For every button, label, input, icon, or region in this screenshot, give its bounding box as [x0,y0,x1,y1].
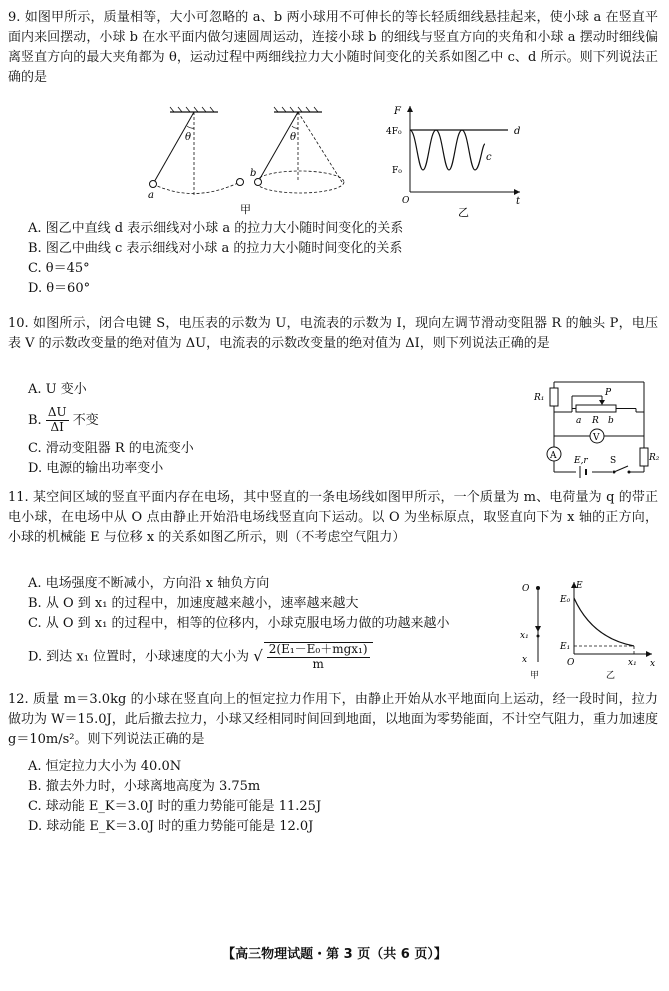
question-11-stem: 11. 某空间区域的竖直平面内存在电场，其中竖直的一条电场线如图甲所示，一个质量为 m、电荷量为 q 的带正电小球，在电场中从 O 点由静止开始沿电场线竖直向下运动。以 O 为坐标原点，取竖直向下为 x 轴的正方向，小球的机械能 E 与位移 x 的关系如图乙所示，则（不考虑空气阻力） [8,490,658,546]
q11-option-a: A. 电场强度不断减小，方向沿 x 轴负方向 [28,576,270,591]
q10-option-c: C. 滑动变阻器 R 的电流变小 [28,440,194,456]
figure-yi-caption: 乙 [458,206,469,219]
rheostat-b-label: b [608,416,614,426]
slider-P-label: P [605,388,612,398]
ammeter-A-label: A [550,451,557,461]
q11-option-d: D. 到达 x₁ 位置时，小球速度的大小为 √ $\frac{\text{2(E₁－E₀＋mgx₁)}}{m}$ [28,642,658,672]
q9-option-b: B. 图乙中曲线 c 表示细线对小球 a 的拉力大小随时间变化的关系 [28,241,403,257]
q11-option-c: C. 从 O 到 x₁ 的过程中，相等的位移内，小球克服电场力做的功越来越小 [28,616,450,632]
tick-E1-label: E₁ [560,642,571,652]
axis-x-label: x [650,659,656,669]
rheostat-R-label: R [592,416,599,426]
graph-origin-label: O [567,658,575,668]
switch-S-label: S [610,456,617,466]
question-10-circuit [532,374,658,486]
question-12-stem: 12. 质量 m＝3.0kg 的小球在竖直向上的恒定拉力作用下，由静止开始从水平地面向上运动，经一段时间，拉力做功为 W＝15.0J，此后撤去拉力，小球又经相同时间回到地面，以地面为零势能面，不计空气阻力，重力加速度 g＝10m/s²。则下列说法正确的是 [8,692,658,748]
ball-a-label: a [148,190,154,201]
question-12-options [8,757,658,838]
question-9-stem: 9. 如图甲所示，质量相等，大小可忽略的 a、b 两小球用不可伸长的等长轻质细线悬挂起来，使小球 a 在竖直平面内来回摆动，小球 b 在水平面内做匀速圆周运动，连接小球 b 的细线与竖直方向的夹角和小球 a 摆动时细线偏离竖直方向的最大夹角都为 θ，运动过程中两细线拉力大小随时间变化的关系如图乙中 c、d 所示。则下列说法正确的是 [8,10,658,86]
q10-option-b: B. $\frac{\Delta U}{\Delta I}$ 不变 [28,405,99,434]
tick-4F0-label: 4F₀ [386,127,402,137]
field-x-label: x [522,655,528,665]
angle-theta-label-b: θ [290,132,297,143]
tick-E0-label: E₀ [560,595,571,605]
tick-x1-label: x₁ [628,658,637,668]
ball-b-label: b [250,168,257,179]
battery-Er-label: E,r [574,456,588,466]
figure-yi-caption-11: 乙 [606,671,616,681]
q11-option-b: B. 从 O 到 x₁ 的过程中，加速度越来越小，速率越来越大 [28,596,359,612]
angle-theta-label-a: θ [185,132,192,143]
question-10 [8,314,658,354]
q9-option-d: D. θ＝60° [28,281,91,297]
question-9 [8,8,658,89]
question-12 [8,690,658,750]
q10-option-a: A. U 变小 [28,382,87,397]
q12-option-b: B. 撤去外力时，小球离地高度为 3.75m [28,779,261,795]
q9-option-c: C. θ＝45° [28,261,90,277]
axis-E-label: E [576,581,583,591]
q10-option-d: D. 电源的输出功率变小 [28,460,164,476]
q12-option-c: C. 球动能 E_K＝3.0J 时的重力势能可能是 11.25J [28,799,322,815]
curve-c-label: c [486,152,492,163]
tick-F0-label: F₀ [392,166,402,176]
question-9-figure-jia [140,104,360,216]
q12-option-d: D. 球动能 E_K＝3.0J 时的重力势能可能是 12.0J [28,819,314,835]
origin-label: O [402,196,410,206]
q12-option-a: A. 恒定拉力大小为 40.0N [28,759,182,774]
line-d-label: d [514,126,521,137]
field-x1-label: x₁ [520,631,529,641]
question-11 [8,488,658,548]
resistor-R1-label: R₁ [534,393,545,403]
figure-jia-caption-11: 甲 [530,671,540,681]
question-11-figure [514,576,660,680]
voltmeter-V-label: V [593,433,600,443]
page-footer: 【高三物理试题・第 3 页（共 6 页）】 [222,947,447,962]
q9-option-a: A. 图乙中直线 d 表示细线对小球 a 的拉力大小随时间变化的关系 [28,221,404,236]
rheostat-a-label: a [576,416,582,426]
question-10-stem: 10. 如图所示，闭合电键 S，电压表的示数为 U，电流表的示数为 I，现向左调节滑动变阻器 R 的触头 P，电压表 V 的示数改变量的绝对值为 ΔU，电流表的示数改变量的绝对值为 ΔI，则下列说法正确的是 [8,316,658,352]
axis-t-label: t [516,196,521,207]
axis-F-label: F [394,106,401,117]
figure-jia-caption: 甲 [240,203,251,216]
resistor-R2-label: R₂ [649,453,660,463]
field-O-label: O [522,584,530,594]
question-9-graph-yi [380,100,530,220]
question-9-options [8,219,658,300]
